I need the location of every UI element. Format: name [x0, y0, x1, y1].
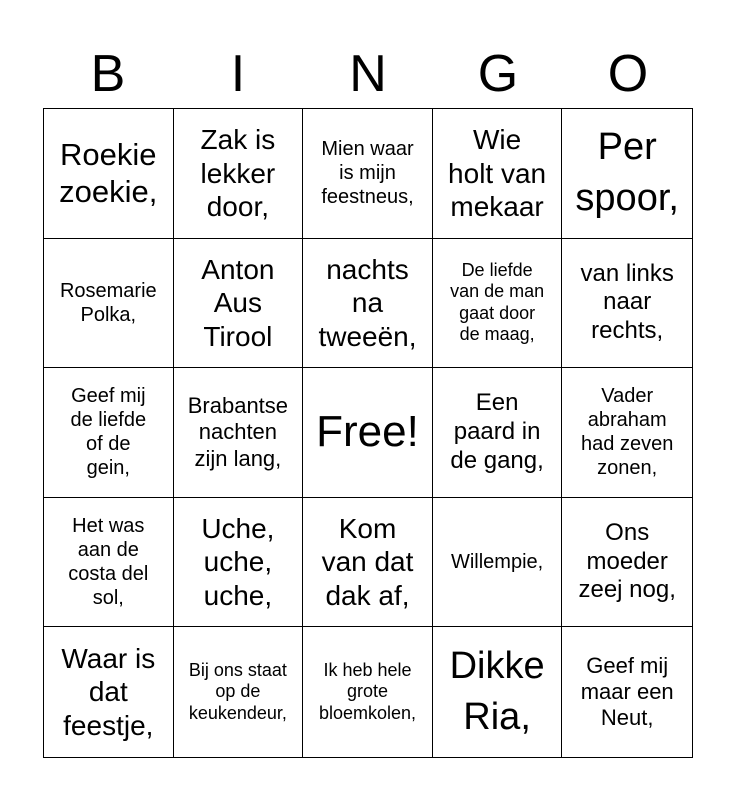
- header-letter-g: G: [477, 45, 519, 103]
- bingo-cell[interactable]: nachts na tweeën,: [303, 239, 433, 369]
- bingo-cell[interactable]: Geef mij de liefde of de gein,: [44, 368, 174, 498]
- header-letter-b: B: [90, 45, 126, 103]
- bingo-cell[interactable]: Dikke Ria,: [433, 627, 563, 757]
- bingo-cell[interactable]: Ik heb hele grote bloemkolen,: [303, 627, 433, 757]
- header-letter-o: O: [607, 45, 649, 103]
- bingo-cell[interactable]: Geef mij maar een Neut,: [580, 652, 674, 731]
- header-letter-i: I: [230, 45, 246, 103]
- bingo-cell[interactable]: Zak is lekker door,: [174, 109, 304, 239]
- bingo-cell[interactable]: Waar is dat feestje,: [44, 627, 174, 757]
- bingo-header: [43, 40, 693, 108]
- bingo-cell[interactable]: Rosemarie Polka,: [44, 239, 174, 369]
- bingo-cell[interactable]: Ons moeder zeej nog,: [562, 498, 692, 628]
- bingo-cell[interactable]: Brabantse nachten zijn lang,: [174, 368, 304, 498]
- bingo-cell[interactable]: Uche, uche, uche,: [174, 498, 304, 628]
- bingo-cell[interactable]: Het was aan de costa del sol,: [44, 498, 174, 628]
- bingo-cell[interactable]: Bij ons staat op de keukendeur,: [174, 627, 304, 757]
- bingo-cell[interactable]: van links naar rechts,: [562, 239, 692, 369]
- bingo-cell[interactable]: Per spoor,: [562, 109, 692, 239]
- bingo-cell[interactable]: Anton Aus Tirool: [174, 239, 304, 369]
- bingo-cell[interactable]: Vader abraham had zeven zonen,: [562, 368, 692, 498]
- bingo-cell[interactable]: Een paard in de gang,: [433, 368, 563, 498]
- bingo-cell[interactable]: Roekie zoekie,: [44, 109, 174, 239]
- bingo-grid: [43, 108, 693, 758]
- header-letter-n: N: [349, 45, 387, 103]
- free-cell[interactable]: Free!: [303, 368, 433, 498]
- bingo-cell[interactable]: Willempie,: [433, 498, 563, 628]
- bingo-cell[interactable]: De liefde van de man gaat door de maag,: [433, 239, 563, 369]
- bingo-cell[interactable]: Wie holt van mekaar: [433, 109, 563, 239]
- bingo-cell[interactable]: Mien waar is mijn feestneus,: [303, 109, 433, 239]
- bingo-cell[interactable]: Kom van dat dak af,: [303, 498, 433, 628]
